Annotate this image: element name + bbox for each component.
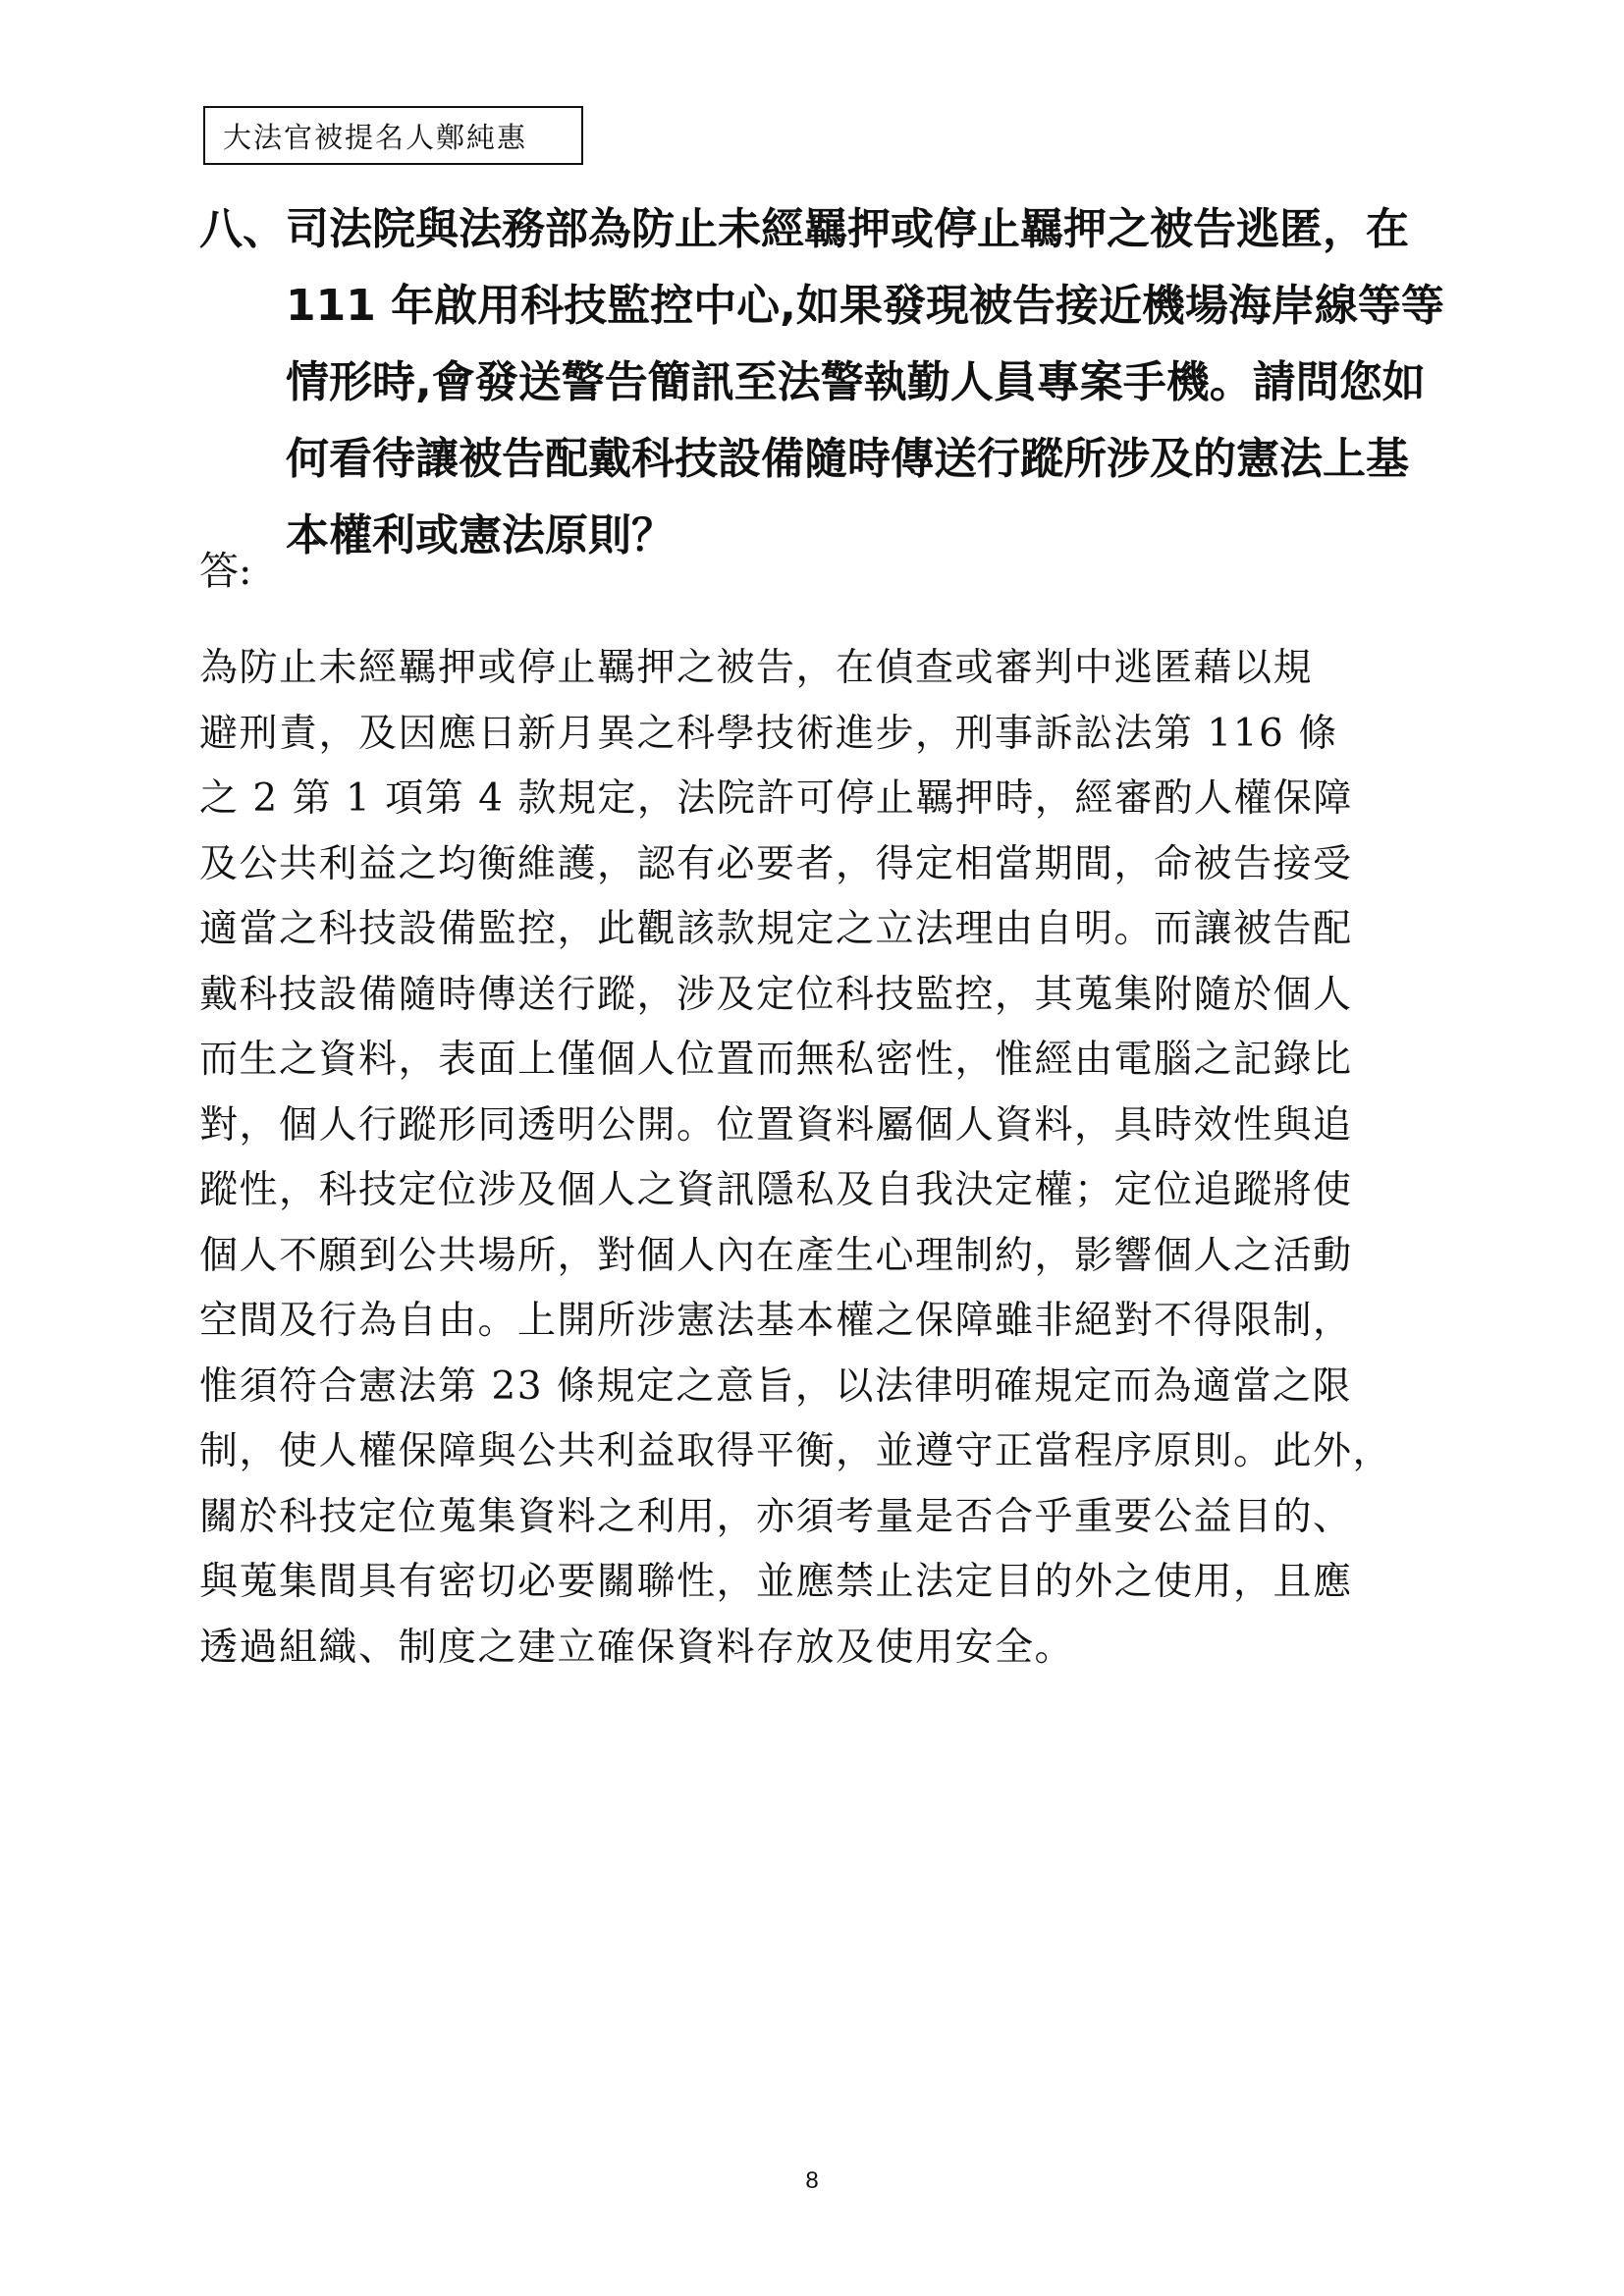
question-line: 111 年啟用科技監控中心,如果發現被告接近機場海岸線等等 xyxy=(286,281,1444,331)
answer-line: 適當之科技設備監控，此觀該款規定之立法理由自明。而讓被告配 xyxy=(199,907,1353,951)
answer-line: 與蒐集間具有密切必要關聯性，並應禁止法定目的外之使用，且應 xyxy=(199,1560,1353,1604)
answer-line: 惟須符合憲法第 23 條規定之意旨，以法律明確規定而為適當之限 xyxy=(199,1363,1352,1409)
answer-line: 之 2 第 1 項第 4 款規定，法院許可停止羈押時，經審酌人權保障 xyxy=(199,776,1353,821)
answer-line: 透過組織、制度之建立確保資料存放及使用安全。 xyxy=(199,1625,1075,1670)
answer-body xyxy=(199,636,1446,1681)
question-line: 本權利或憲法原則？ xyxy=(286,510,675,561)
answer-line: 避刑責，及因應日新月異之科學技術進步，刑事訴訟法第 116 條 xyxy=(199,711,1338,756)
answer-line: 戴科技設備隨時傳送行蹤，涉及定位科技監控，其蒐集附隨於個人 xyxy=(199,972,1353,1017)
answer-line: 關於科技定位蒐集資料之利用，亦須考量是否合乎重要公益目的、 xyxy=(199,1494,1353,1539)
nominee-header-label: 大法官被提名人鄭純惠 xyxy=(223,120,528,154)
answer-line: 制，使人權保障與公共利益取得平衡，並遵守正當程序原則。此外， xyxy=(199,1429,1393,1473)
question-line: 何看待讓被告配戴科技設備隨時傳送行蹤所涉及的憲法上基 xyxy=(286,434,1409,484)
nominee-header-box xyxy=(203,106,583,165)
page-number: 8 xyxy=(805,2167,819,2194)
answer-line: 對，個人行蹤形同透明公開。位置資料屬個人資料，具時效性與追 xyxy=(199,1102,1353,1148)
answer-line: 及公共利益之均衡維護，認有必要者，得定相當期間，命被告接受 xyxy=(199,841,1353,886)
answer-line: 個人不願到公共場所，對個人內在產生心理制約，影響個人之活動 xyxy=(199,1233,1353,1278)
question-line: 情形時,會發送警告簡訊至法警執勤人員專案手機。請問您如 xyxy=(286,357,1426,407)
question-line: 八、司法院與法務部為防止未經羈押或停止羈押之被告逃匿，在 xyxy=(199,204,1409,254)
question-block xyxy=(199,191,1446,574)
answer-line: 空間及行為自由。上開所涉憲法基本權之保障雖非絕對不得限制， xyxy=(199,1299,1353,1343)
answer-line: 為防止未經羈押或停止羈押之被告，在偵查或審判中逃匿藉以規 xyxy=(199,646,1314,690)
answer-line: 蹤性，科技定位涉及個人之資訊隱私及自我決定權；定位追蹤將使 xyxy=(199,1168,1353,1212)
answer-line: 而生之資料，表面上僅個人位置而無私密性，惟經由電腦之記錄比 xyxy=(199,1038,1353,1082)
answer-label: 答: xyxy=(199,549,252,594)
